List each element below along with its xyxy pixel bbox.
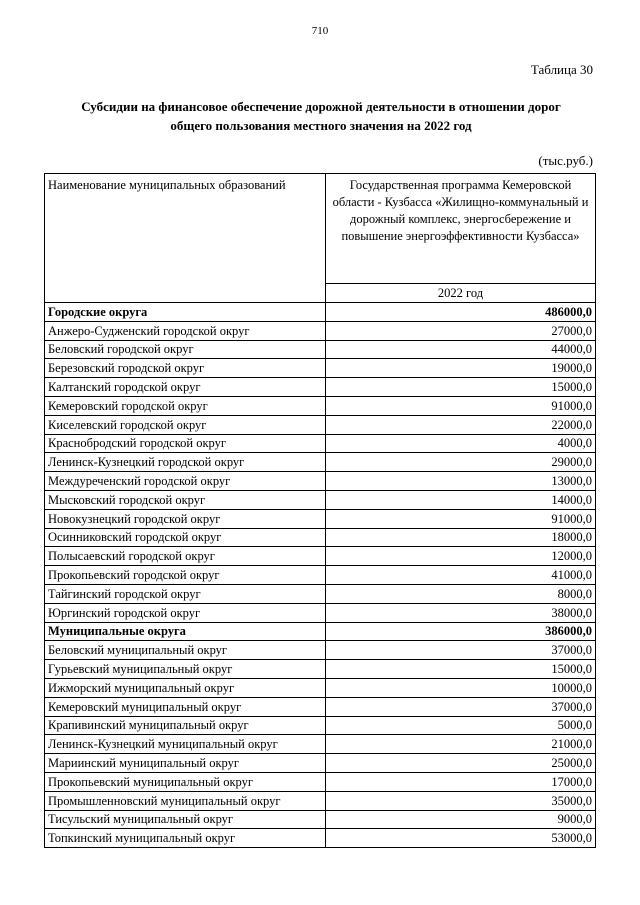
municipality-name: Ленинск-Кузнецкий городской округ: [45, 453, 326, 472]
municipality-name: Промышленновский муниципальный округ: [45, 791, 326, 810]
municipality-name: Юргинский городской округ: [45, 603, 326, 622]
page-number: 710: [311, 25, 329, 37]
municipality-name: Краснобродский городской округ: [45, 434, 326, 453]
subsidy-value: 35000,0: [326, 791, 596, 810]
municipality-name: Ижморский муниципальный округ: [45, 678, 326, 697]
table-row: [45, 453, 596, 472]
subsidy-value: 8000,0: [326, 584, 596, 603]
table-row: [45, 566, 596, 585]
municipality-name: Анжеро-Судженский городской округ: [45, 321, 326, 340]
subsidy-value: 27000,0: [326, 321, 596, 340]
subsidy-table: [44, 173, 596, 848]
table-row: [45, 509, 596, 528]
municipality-name: Муниципальные округа: [45, 622, 326, 641]
subsidy-value: 91000,0: [326, 509, 596, 528]
municipality-name: Прокопьевский муниципальный округ: [45, 772, 326, 791]
header-municipality: Наименование муниципальных образований: [45, 174, 326, 303]
subsidy-value: 19000,0: [326, 359, 596, 378]
header-year: 2022 год: [326, 284, 596, 303]
subsidy-value: 18000,0: [326, 528, 596, 547]
subsidy-value: 15000,0: [326, 660, 596, 679]
subsidy-value: 22000,0: [326, 415, 596, 434]
table-row: [45, 735, 596, 754]
subsidy-value: 12000,0: [326, 547, 596, 566]
table-row: [45, 528, 596, 547]
table-row: [45, 829, 596, 848]
subsidy-value: 53000,0: [326, 829, 596, 848]
subsidy-value: 25000,0: [326, 754, 596, 773]
municipality-name: Тисульский муниципальный округ: [45, 810, 326, 829]
municipality-name: Новокузнецкий городской округ: [45, 509, 326, 528]
municipality-name: Крапивинский муниципальный округ: [45, 716, 326, 735]
subsidy-value: 37000,0: [326, 641, 596, 660]
municipality-name: Киселевский городской округ: [45, 415, 326, 434]
subsidy-value: 486000,0: [326, 303, 596, 322]
municipality-name: Беловский муниципальный округ: [45, 641, 326, 660]
table-row: [45, 415, 596, 434]
subsidy-value: 37000,0: [326, 697, 596, 716]
municipality-name: Беловский городской округ: [45, 340, 326, 359]
document-title: [45, 97, 597, 135]
subsidy-value: 29000,0: [326, 453, 596, 472]
subsidy-value: 17000,0: [326, 772, 596, 791]
municipality-name: Кемеровский городской округ: [45, 396, 326, 415]
subsidy-value: 15000,0: [326, 378, 596, 397]
municipality-name: Прокопьевский городской округ: [45, 566, 326, 585]
table-group-row: [45, 622, 596, 641]
subsidy-value: 44000,0: [326, 340, 596, 359]
municipality-name: Городские округа: [45, 303, 326, 322]
table-row: [45, 321, 596, 340]
municipality-name: Мариинский муниципальный округ: [45, 754, 326, 773]
table-row: [45, 716, 596, 735]
table-row: [45, 378, 596, 397]
table-row: [45, 754, 596, 773]
table-row: [45, 603, 596, 622]
municipality-name: Кемеровский муниципальный округ: [45, 697, 326, 716]
table-row: [45, 641, 596, 660]
table-row: [45, 791, 596, 810]
table-row: [45, 340, 596, 359]
table-row: [45, 772, 596, 791]
subsidy-value: 38000,0: [326, 603, 596, 622]
municipality-name: Калтанский городской округ: [45, 378, 326, 397]
municipality-name: Гурьевский муниципальный округ: [45, 660, 326, 679]
subsidy-value: 41000,0: [326, 566, 596, 585]
municipality-name: Осинниковский городской округ: [45, 528, 326, 547]
subsidy-value: 5000,0: [326, 716, 596, 735]
table-row: [45, 678, 596, 697]
subsidy-value: 91000,0: [326, 396, 596, 415]
table-row: [45, 359, 596, 378]
municipality-name: Тайгинский городской округ: [45, 584, 326, 603]
table-row: [45, 396, 596, 415]
table-row: [45, 547, 596, 566]
municipality-name: Топкинский муниципальный округ: [45, 829, 326, 848]
subsidy-value: 14000,0: [326, 490, 596, 509]
table-label: Таблица 30: [530, 62, 593, 77]
table-row: [45, 697, 596, 716]
title-line-1: Субсидии на финансовое обеспечение дорожной деятельности в отношении дорог: [81, 99, 561, 114]
municipality-name: Междуреченский городской округ: [45, 472, 326, 491]
municipality-name: Ленинск-Кузнецкий муниципальный округ: [45, 735, 326, 754]
header-program: Государственная программа Кемеровской области - Кузбасса «Жилищно-коммунальный и дорожный комплекс, энергосбережение и повышение энергоэффективности Кузбасса»: [326, 174, 596, 284]
table-row: [45, 584, 596, 603]
subsidy-value: 9000,0: [326, 810, 596, 829]
table-group-row: [45, 303, 596, 322]
subsidy-value: 386000,0: [326, 622, 596, 641]
table-row: [45, 434, 596, 453]
units-label: (тыс.руб.): [538, 153, 593, 168]
subsidy-value: 13000,0: [326, 472, 596, 491]
municipality-name: Березовский городской округ: [45, 359, 326, 378]
table-row: [45, 660, 596, 679]
table-row: [45, 810, 596, 829]
table-header-row: [45, 174, 596, 284]
subsidy-value: 10000,0: [326, 678, 596, 697]
subsidy-value: 4000,0: [326, 434, 596, 453]
municipality-name: Полысаевский городской округ: [45, 547, 326, 566]
municipality-name: Мысковский городской округ: [45, 490, 326, 509]
subsidy-value: 21000,0: [326, 735, 596, 754]
title-line-2: общего пользования местного значения на 2022 год: [170, 118, 472, 133]
table-row: [45, 472, 596, 491]
table-row: [45, 490, 596, 509]
